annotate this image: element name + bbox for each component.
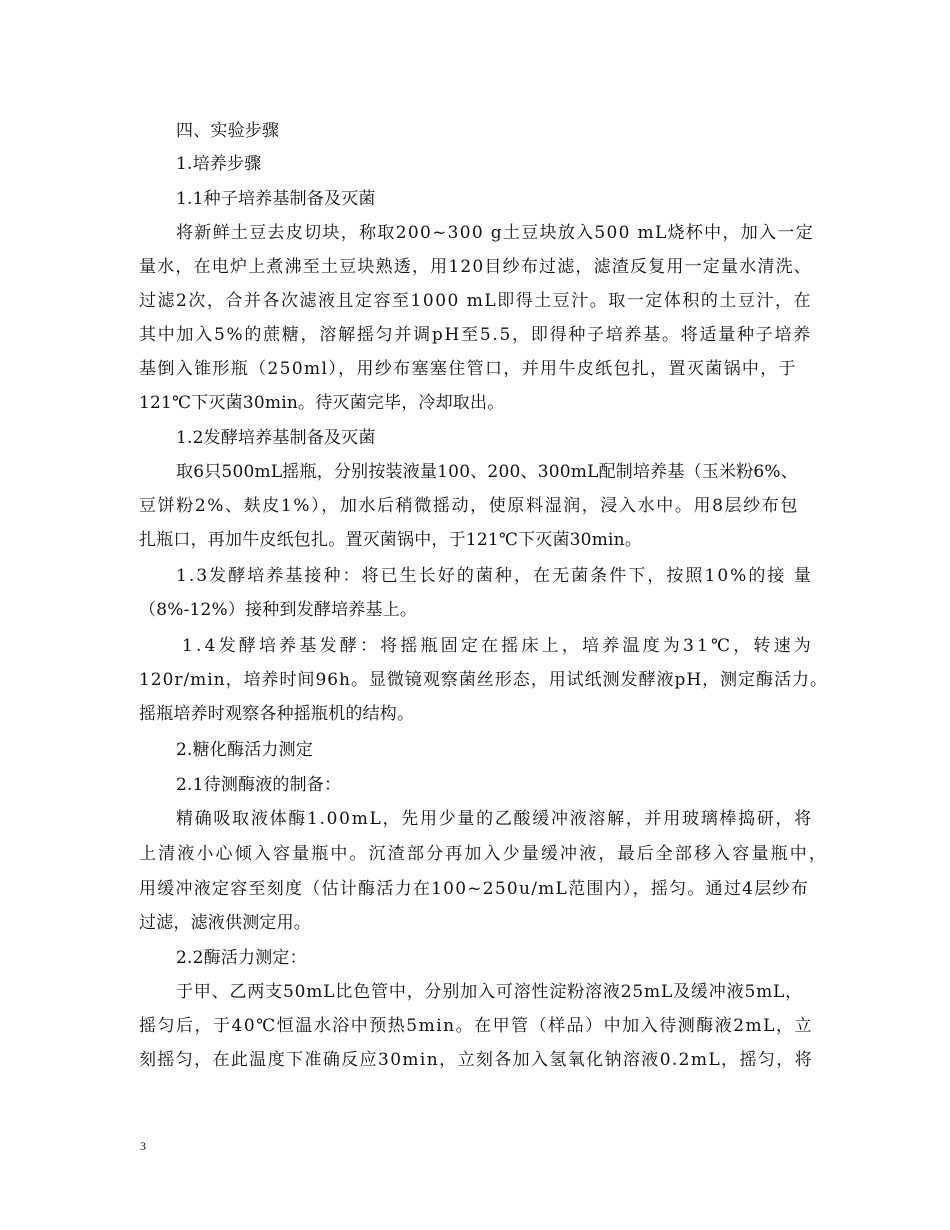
- text-line: 基倒入锥形瓶（250ml），用纱布塞塞住管口，并用牛皮纸包扎，置灭菌锅中，于: [139, 359, 797, 379]
- text-line: 2.1待测酶液的制备：: [176, 775, 342, 795]
- text-line: 120r/min，培养时间96h。显微镜观察菌丝形态，用试纸测发酵液pH，测定酶活力。: [139, 670, 828, 690]
- text-line: 四、实验步骤: [176, 121, 280, 141]
- text-line: 豆饼粉2%、麸皮1%），加水后稍微摇动，使原料湿润，浸入水中。用8层纱布包: [139, 496, 799, 516]
- page-number: 3: [140, 1139, 146, 1153]
- text-line: 1.3发酵培养基接种：将已生长好的菌种，在无菌条件下，按照10%的接 量: [176, 566, 813, 586]
- text-line: 1.培养步骤: [176, 154, 262, 174]
- text-line: 过滤2次，合并各次滤液且定容至1000 mL即得土豆汁。取一定体积的土豆汁，在: [139, 291, 812, 311]
- text-line: 量水，在电炉上煮沸至土豆块熟透，用120目纱布过滤，滤渣反复用一定量水清洗、: [139, 257, 812, 277]
- text-line: 摇瓶培养时观察各种摇瓶机的结构。: [139, 704, 415, 724]
- text-line: 将新鲜土豆去皮切块，称取200~300 g土豆块放入500 mL烧杯中，加入一定: [176, 223, 814, 243]
- text-line: 上清液小心倾入容量瓶中。沉渣部分再加入少量缓冲液，最后全部移入容量瓶中，: [139, 844, 828, 864]
- text-line: 用缓冲液定容至刻度（估计酶活力在100~250u/mL范围内），摇匀。通过4层纱布: [139, 879, 809, 899]
- text-line: 于甲、乙两支50mL比色管中，分别加入可溶性淀粉溶液25mL及缓冲液5mL，: [176, 982, 803, 1002]
- text-line: 摇匀后，于40℃恒温水浴中预热5min。在甲管（样品）中加入待测酶液2mL，立: [139, 1016, 813, 1036]
- text-line: 扎瓶口，再加牛皮纸包扎。置灭菌锅中，于121℃下灭菌30min。: [139, 530, 643, 550]
- text-line: 2.糖化酶活力测定: [176, 740, 314, 760]
- text-line: 刻摇匀，在此温度下准确反应30min，立刻各加入氢氧化钠溶液0.2mL，摇匀，将: [139, 1050, 813, 1070]
- text-line: 121℃下灭菌30min。待灭菌完毕，冷却取出。: [139, 393, 505, 413]
- text-line: 1.2发酵培养基制备及灭菌: [176, 428, 376, 448]
- text-line: 取6只500mL摇瓶，分别按装液量100、200、300mL配制培养基（玉米粉6%、: [176, 462, 798, 482]
- text-line: 2.2酶活力测定：: [176, 948, 307, 968]
- text-line: 过滤，滤液供测定用。: [139, 913, 311, 933]
- text-line: （8%-12%）接种到发酵培养基上。: [139, 600, 418, 620]
- text-line: 1.4发酵培养基发酵：将摇瓶固定在摇床上，培养温度为31℃，转速为: [182, 636, 814, 656]
- text-line: 1.1种子培养基制备及灭菌: [176, 189, 376, 209]
- text-line: 其中加入5%的蔗糖，溶解摇匀并调pH至5.5，即得种子培养基。将适量种子培养: [139, 325, 812, 345]
- text-line: 精确吸取液体酶1.00mL，先用少量的乙酸缓冲液溶解，并用玻璃棒捣研，将: [176, 809, 813, 829]
